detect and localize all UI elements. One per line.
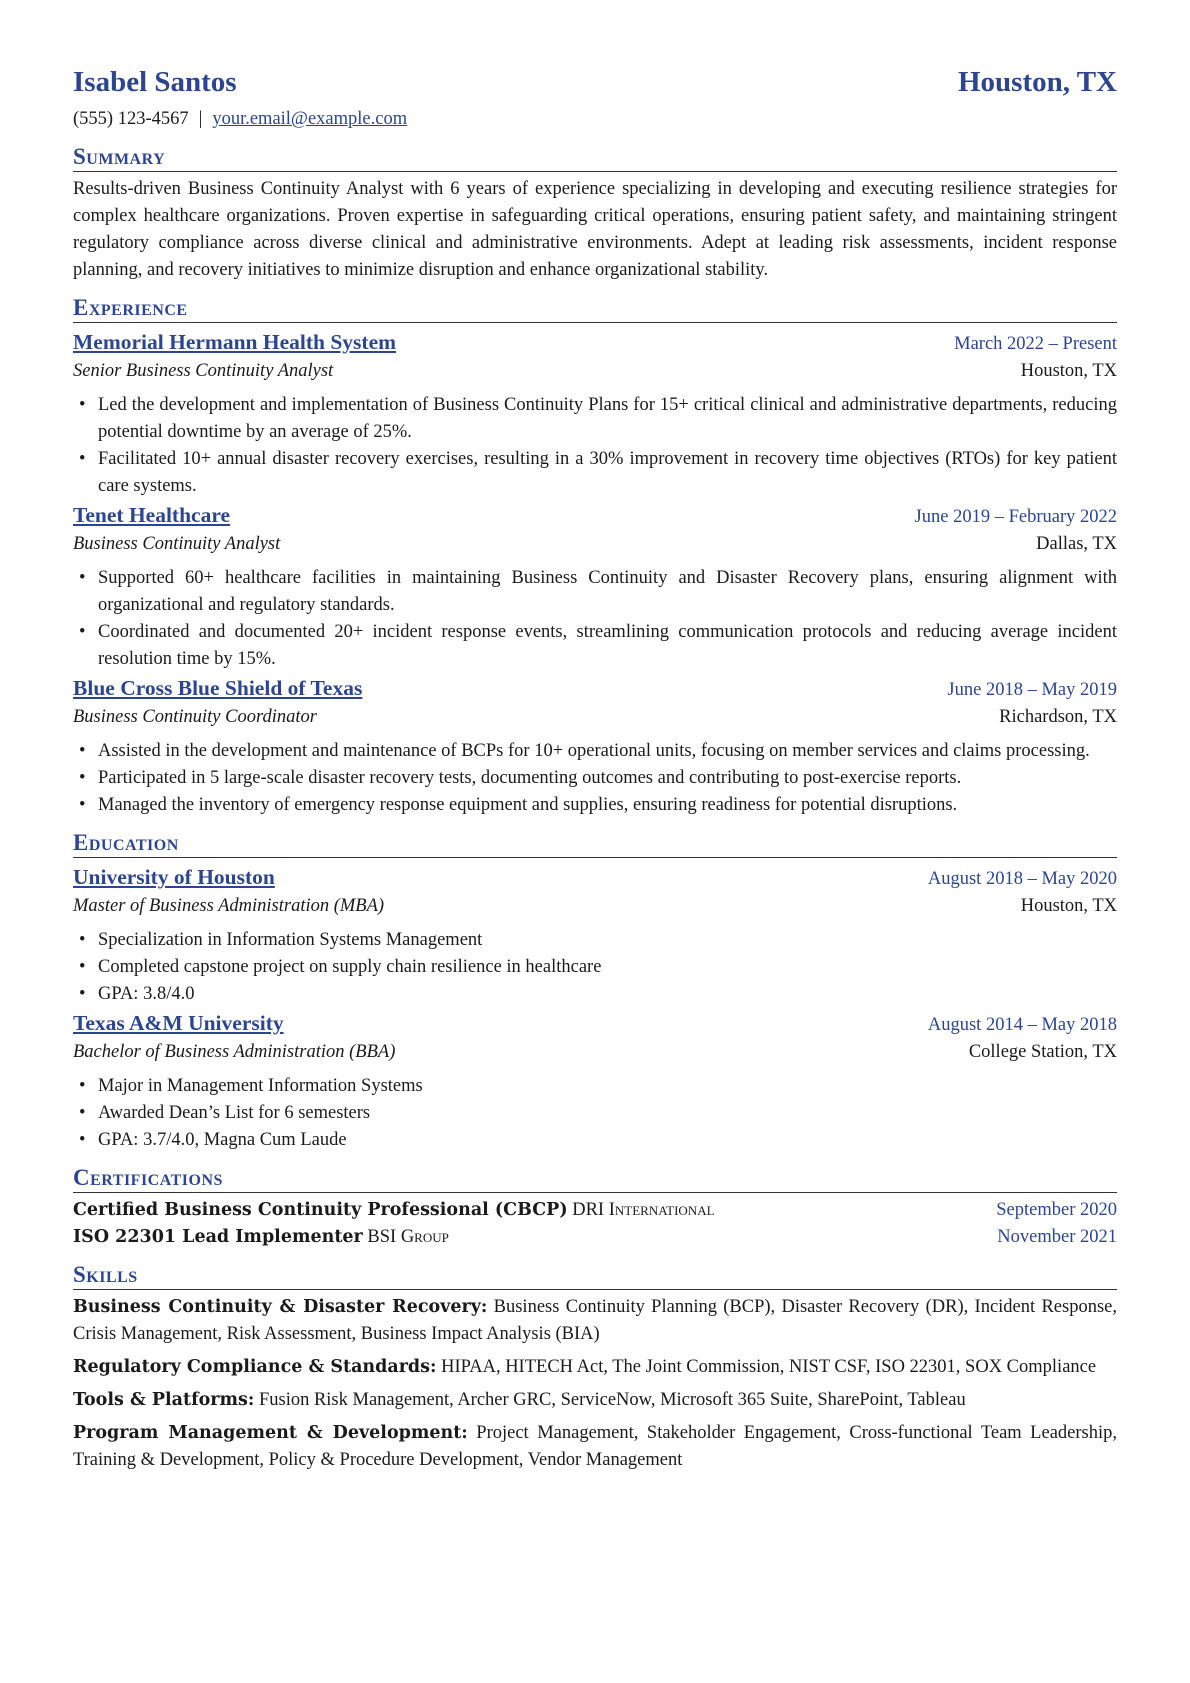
skill-group-items: Project Management, Stakeholder Engagement, Cross-functional Team Leadership, Training & Development, Policy & Procedure Development, Vendor Management <box>73 1423 1117 1470</box>
certification-row <box>73 1224 1117 1251</box>
bullet-item: • GPA: 3.8/4.0 <box>73 981 1117 1008</box>
certifications-list <box>73 1197 1117 1251</box>
skill-group <box>73 1354 1117 1381</box>
role-title: Master of Business Administration (MBA) <box>73 896 385 916</box>
organization-name[interactable]: Blue Cross Blue Shield of Texas <box>73 676 363 700</box>
contact-separator: | <box>198 109 203 129</box>
bullet-item: • Awarded Dean’s List for 6 semesters <box>73 1100 1117 1127</box>
entry-header-row <box>73 1008 1117 1039</box>
bullet-list <box>73 1073 1117 1154</box>
entry-location: Houston, TX <box>1020 896 1117 916</box>
certification-issuer: BSI Group <box>367 1227 449 1247</box>
bullet-item: • GPA: 3.7/4.0, Magna Cum Laude <box>73 1127 1117 1154</box>
bullet-item: • Managed the inventory of emergency response equipment and supplies, ensuring readiness for potential disruptions. <box>73 792 1117 819</box>
bullet-item: • Major in Management Information Systems <box>73 1073 1117 1100</box>
entry-dates: June 2018 – May 2019 <box>947 680 1117 700</box>
candidate-location: Houston, TX <box>957 66 1117 98</box>
certification-date: November 2021 <box>997 1227 1117 1247</box>
certification-title <box>73 1224 449 1251</box>
bullet-item: • Coordinated and documented 20+ incident response events, streamlining communication protocols and reducing average incident resolution time by 15%. <box>73 619 1117 673</box>
experience-entry <box>73 673 1117 819</box>
certification-issuer: DRI International <box>572 1200 715 1220</box>
phone-number: (555) 123-4567 <box>73 109 189 129</box>
skill-group-label: Business Continuity & Disaster Recovery: <box>73 1297 488 1317</box>
candidate-name: Isabel Santos <box>73 66 237 98</box>
organization-name[interactable]: Texas A&M University <box>73 1011 284 1035</box>
entry-subheader-row <box>73 358 1117 385</box>
experience-entry <box>73 500 1117 673</box>
certification-name: Certified Business Continuity Professional (CBCP) <box>73 1200 568 1220</box>
entry-subheader-row <box>73 704 1117 731</box>
entry-subheader-row <box>73 893 1117 920</box>
certification-name: ISO 22301 Lead Implementer <box>73 1227 363 1247</box>
certification-title <box>73 1197 715 1224</box>
skill-group <box>73 1387 1117 1414</box>
entry-dates: August 2018 – May 2020 <box>927 869 1117 889</box>
entry-location: College Station, TX <box>968 1042 1117 1062</box>
education-list <box>73 862 1117 1154</box>
bullet-item: • Facilitated 10+ annual disaster recovery exercises, resulting in a 30% improvement in recovery time objectives (RTOs) for key patient care systems. <box>73 446 1117 500</box>
experience-heading: Experience <box>73 294 1117 323</box>
summary-text: Results-driven Business Continuity Analyst with 6 years of experience specializing in developing and executing resilience strategies for complex healthcare organizations. Proven expertise in safeguarding critical operations, ensuring patient safety, and maintaining stringent regulatory compliance across diverse clinical and administrative environments. Adept at leading risk assessments, incident response planning, and recovery initiatives to minimize disruption and enhance organizational stability. <box>73 179 1117 280</box>
bullet-item: • Participated in 5 large-scale disaster recovery tests, documenting outcomes and contributing to post-exercise reports. <box>73 765 1117 792</box>
summary-heading: Summary <box>73 143 1117 172</box>
certifications-heading: Certifications <box>73 1164 1117 1193</box>
entry-subheader-row <box>73 531 1117 558</box>
skill-group-items: HIPAA, HITECH Act, The Joint Commission, NIST CSF, ISO 22301, SOX Compliance <box>441 1357 1097 1377</box>
organization-name[interactable]: Tenet Healthcare <box>73 503 231 527</box>
bullet-item: • Supported 60+ healthcare facilities in maintaining Business Continuity and Disaster Recovery plans, ensuring alignment with organizational and regulatory standards. <box>73 565 1117 619</box>
bullet-list <box>73 927 1117 1008</box>
bullet-item: • Completed capstone project on supply chain resilience in healthcare <box>73 954 1117 981</box>
skill-group-label: Program Management & Development: <box>73 1423 468 1443</box>
resume-header <box>73 62 1117 102</box>
experience-list <box>73 327 1117 819</box>
certification-date: September 2020 <box>996 1200 1117 1220</box>
role-title: Bachelor of Business Administration (BBA) <box>73 1042 396 1062</box>
bullet-list <box>73 392 1117 500</box>
entry-dates: March 2022 – Present <box>954 334 1117 354</box>
entry-header-row <box>73 500 1117 531</box>
skill-group <box>73 1294 1117 1348</box>
organization-name[interactable]: Memorial Hermann Health System <box>73 330 397 354</box>
skill-group <box>73 1420 1117 1474</box>
skill-group-items: Business Continuity Planning (BCP), Disaster Recovery (DR), Incident Response, Crisis Management, Risk Assessment, Business Impact Analysis (BIA) <box>73 1297 1117 1344</box>
entry-location: Richardson, TX <box>999 707 1117 727</box>
skills-heading: Skills <box>73 1261 1117 1290</box>
role-title: Business Continuity Coordinator <box>73 707 317 727</box>
entry-header-row <box>73 862 1117 893</box>
entry-location: Houston, TX <box>1020 361 1117 381</box>
skills-list <box>73 1294 1117 1474</box>
entry-location: Dallas, TX <box>1036 534 1117 554</box>
email-link[interactable]: your.email@example.com <box>212 109 408 129</box>
organization-name[interactable]: University of Houston <box>73 865 275 889</box>
experience-entry <box>73 327 1117 500</box>
entry-subheader-row <box>73 1039 1117 1066</box>
education-entry <box>73 862 1117 1008</box>
entry-dates: August 2014 – May 2018 <box>927 1015 1117 1035</box>
contact-line <box>73 106 1117 133</box>
bullet-item: • Assisted in the development and maintenance of BCPs for 10+ operational units, focusing on member services and claims processing. <box>73 738 1117 765</box>
entry-dates: June 2019 – February 2022 <box>914 507 1117 527</box>
education-heading: Education <box>73 829 1117 858</box>
entry-header-row <box>73 673 1117 704</box>
education-entry <box>73 1008 1117 1154</box>
bullet-item: • Led the development and implementation of Business Continuity Plans for 15+ critical clinical and administrative departments, reducing potential downtime by an average of 25%. <box>73 392 1117 446</box>
bullet-list <box>73 565 1117 673</box>
skill-group-items: Fusion Risk Management, Archer GRC, ServiceNow, Microsoft 365 Suite, SharePoint, Tableau <box>258 1390 966 1410</box>
role-title: Senior Business Continuity Analyst <box>73 361 334 381</box>
skill-group-label: Regulatory Compliance & Standards: <box>73 1357 437 1377</box>
bullet-list <box>73 738 1117 819</box>
certification-row <box>73 1197 1117 1224</box>
entry-header-row <box>73 327 1117 358</box>
skill-group-label: Tools & Platforms: <box>73 1390 255 1410</box>
bullet-item: • Specialization in Information Systems Management <box>73 927 1117 954</box>
role-title: Business Continuity Analyst <box>73 534 281 554</box>
